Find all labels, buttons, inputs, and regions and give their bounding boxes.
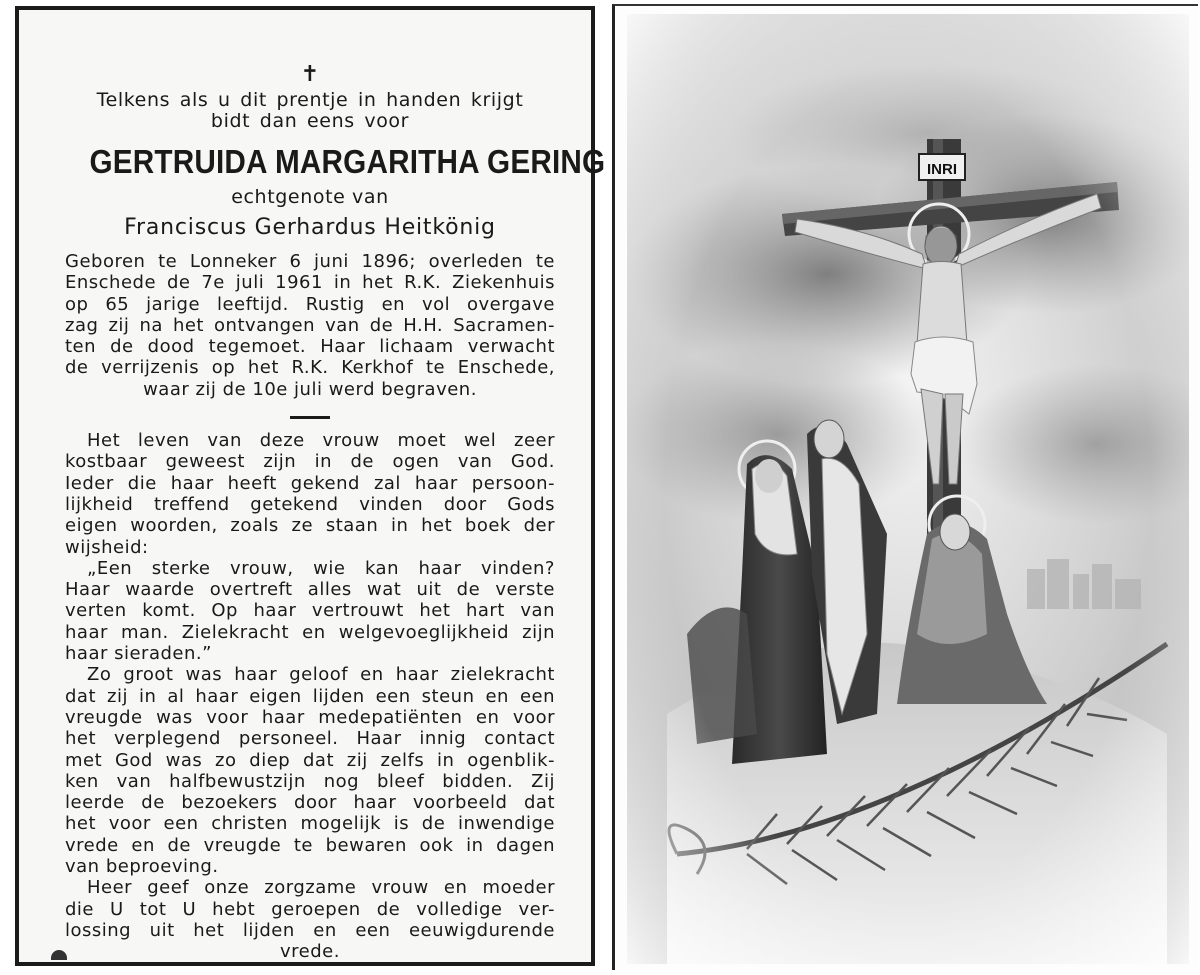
- reflection-text: [65, 430, 555, 962]
- spouse-name: Franciscus Gerhardus Heitkönig: [124, 215, 496, 240]
- body-line: van beproeving.: [65, 856, 219, 878]
- body-line: lijkheid treffend getekend vinden door Gods: [65, 493, 555, 515]
- bio-line: Geboren te Lonneker 6 juni 1896; overleden te: [65, 251, 555, 272]
- body-line: vrede en de vreugde te bewaren ook in dagen: [65, 834, 555, 856]
- body-line: verten komt. Op haar vertrouwt het hart van: [65, 600, 555, 622]
- intro-line: Telkens als u dit prentje in handen krijgt: [96, 89, 524, 111]
- body-line: Heer geef onze zorgzame vrouw en moeder: [87, 877, 555, 899]
- intro-text: [65, 90, 555, 132]
- bio-line: zag zij na het ontvangen van de H.H. Sacramen-: [65, 314, 555, 336]
- body-line: dat zij in al haar eigen lijden een steun en een: [65, 685, 555, 707]
- body-line: het verplegend personeel. Haar innig contact: [65, 728, 555, 750]
- spouse-intro: echtgenote van: [231, 186, 389, 208]
- body-line: Haar waarde overtreft alles wat uit de verste: [65, 579, 555, 601]
- bio-line: waar zij de 10e juli werd begraven.: [143, 378, 477, 400]
- bio-line: Enschede de 7e juli 1961 in het R.K. Ziekenhuis: [65, 272, 555, 294]
- body-line: met God was zo diep dat zij zelfs in ogenblik-: [65, 749, 555, 771]
- body-line: kostbaar geweest zijn in de ogen van God.: [65, 451, 555, 473]
- vignette: [627, 14, 1189, 964]
- body-line: haar man. Zielekracht en welgevoeglijkheid zijn: [65, 621, 555, 643]
- biography: [65, 251, 555, 400]
- card-text-column: [65, 62, 606, 963]
- body-line: haar sieraden.”: [65, 643, 212, 665]
- memorial-card-text: [15, 6, 606, 966]
- body-line: „Een sterke vrouw, wie kan haar vinden?: [87, 557, 555, 579]
- body-line: wijsheid:: [65, 536, 149, 558]
- body-line: die U tot U hebt geroepen de volledige ver-: [65, 898, 555, 920]
- body-line: leerde de bezoekers door haar voorbeeld dat: [65, 792, 555, 814]
- body-line: ken van halfbewustzijn nog bleef bidden. Zij: [65, 770, 555, 792]
- body-line: vrede.: [280, 941, 340, 963]
- body-line: Ieder die haar heeft gekend zal haar persoon-: [65, 472, 555, 494]
- crucifixion-scene-icon: [627, 14, 1189, 964]
- printer-mark-icon: [51, 950, 67, 960]
- body-line: Het leven van deze vrouw moet wel zeer: [87, 430, 555, 452]
- bio-line: ten de dood tegemoet. Haar lichaam verwacht: [65, 336, 555, 358]
- body-line: Zo groot was haar geloof en haar zielekracht: [87, 664, 555, 686]
- body-line: eigen woorden, zoals ze staan in het boek der: [65, 515, 555, 537]
- divider: [290, 416, 330, 419]
- body-line: vreugde was voor haar medepatiënten en voor: [65, 706, 555, 728]
- body-line: lossing uit het lijden en een eeuwigdurende: [65, 919, 555, 941]
- bio-line: op 65 jarige leeftijd. Rustig en vol overgave: [65, 293, 555, 315]
- memorial-card-picture: [612, 4, 1198, 970]
- bio-line: de verrijzenis op het R.K. Kerkhof te Enschede,: [65, 357, 555, 379]
- deceased-name: GERTRUIDA MARGARITHA GERING: [89, 143, 606, 180]
- body-line: het voor een christen mogelijk is de inwendige: [65, 813, 555, 835]
- cross-icon: ✝: [300, 62, 320, 87]
- intro-line: bidt dan eens voor: [210, 110, 410, 132]
